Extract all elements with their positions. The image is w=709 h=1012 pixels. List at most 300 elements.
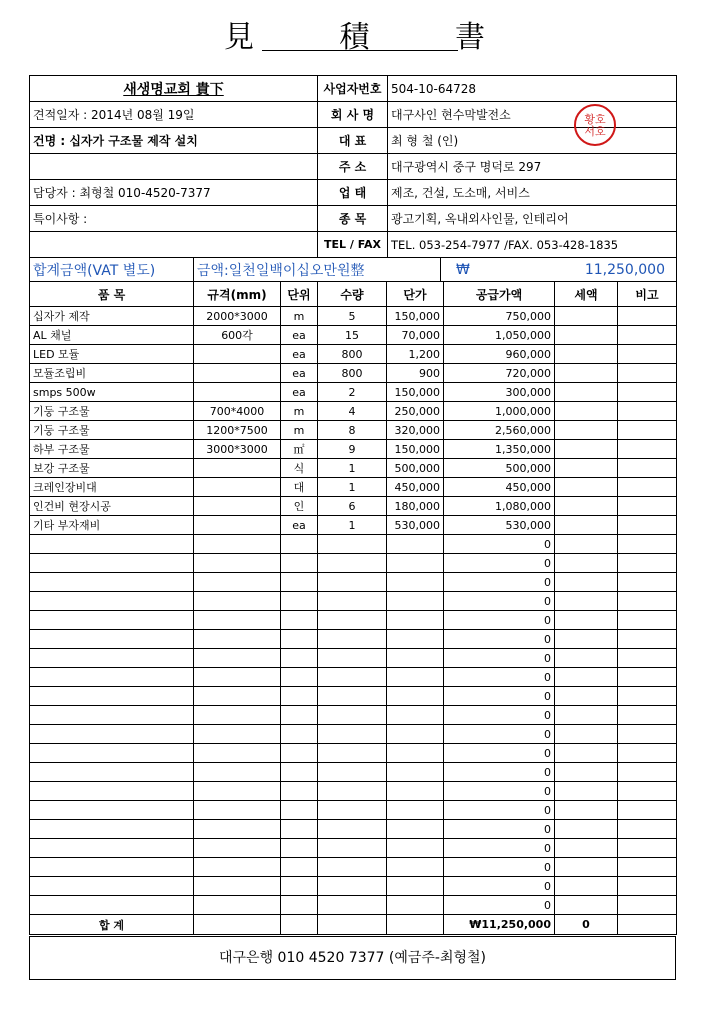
item-amount: 720,000 — [444, 364, 555, 383]
item-amount: 0 — [444, 554, 555, 573]
item-name: LED 모듈 — [30, 345, 194, 364]
item-price — [387, 706, 444, 725]
header-item: 품 목 — [30, 282, 194, 307]
item-price — [387, 592, 444, 611]
item-tax — [555, 668, 618, 687]
item-qty: 15 — [318, 326, 387, 345]
item-amount: 1,050,000 — [444, 326, 555, 345]
total-amount-cell — [441, 258, 677, 282]
item-amount: 0 — [444, 801, 555, 820]
item-name — [30, 573, 194, 592]
item-amount: 0 — [444, 535, 555, 554]
item-price: 150,000 — [387, 307, 444, 326]
reg-number-label: 사업자번호 — [318, 76, 388, 102]
item-qty: 6 — [318, 497, 387, 516]
item-unit — [281, 649, 318, 668]
business-item-label: 종 목 — [318, 206, 388, 232]
item-unit: ea — [281, 383, 318, 402]
item-note — [618, 421, 677, 440]
total-row — [30, 915, 677, 935]
cell — [281, 915, 318, 935]
item-unit — [281, 630, 318, 649]
table-row — [30, 782, 677, 801]
item-name: 기타 부자재비 — [30, 516, 194, 535]
item-qty: 4 — [318, 402, 387, 421]
item-price — [387, 877, 444, 896]
table-row — [30, 383, 677, 402]
item-unit — [281, 839, 318, 858]
item-tax — [555, 345, 618, 364]
item-amount: 1,080,000 — [444, 497, 555, 516]
item-price — [387, 668, 444, 687]
item-price: 150,000 — [387, 440, 444, 459]
item-unit — [281, 782, 318, 801]
item-tax — [555, 782, 618, 801]
korean-amount: 금액:일천일백이십오만원整 — [194, 258, 441, 282]
table-row — [30, 839, 677, 858]
item-spec — [194, 782, 281, 801]
item-tax — [555, 725, 618, 744]
item-amount: 450,000 — [444, 478, 555, 497]
business-item-value: 광고기획, 옥내외사인물, 인테리어 — [388, 206, 677, 232]
item-unit — [281, 877, 318, 896]
item-qty — [318, 782, 387, 801]
reg-number-value: 504-10-64728 — [388, 76, 677, 102]
item-note — [618, 858, 677, 877]
item-spec: 700*4000 — [194, 402, 281, 421]
item-amount: 300,000 — [444, 383, 555, 402]
item-qty: 1 — [318, 516, 387, 535]
item-note — [618, 345, 677, 364]
item-price — [387, 763, 444, 782]
item-tax — [555, 820, 618, 839]
item-amount: 0 — [444, 782, 555, 801]
item-name — [30, 725, 194, 744]
table-row — [30, 345, 677, 364]
business-type-label: 업 태 — [318, 180, 388, 206]
table-row — [30, 459, 677, 478]
table-row — [30, 858, 677, 877]
item-tax — [555, 839, 618, 858]
recipient: 새생명교회 貴下 — [30, 76, 318, 102]
item-qty — [318, 630, 387, 649]
title-underline — [262, 50, 458, 51]
item-unit — [281, 554, 318, 573]
item-amount: 0 — [444, 744, 555, 763]
item-spec — [194, 687, 281, 706]
item-spec: 1200*7500 — [194, 421, 281, 440]
table-row — [30, 611, 677, 630]
cell — [618, 915, 677, 935]
address-label: 주 소 — [318, 154, 388, 180]
table-row — [30, 877, 677, 896]
item-name — [30, 896, 194, 915]
item-amount: 0 — [444, 858, 555, 877]
item-tax — [555, 554, 618, 573]
table-row — [30, 535, 677, 554]
item-tax — [555, 801, 618, 820]
estimate-date: 견적일자 : 2014년 08월 19일 — [30, 102, 318, 128]
total-amount: 11,250,000 — [584, 261, 665, 278]
item-qty: 800 — [318, 364, 387, 383]
item-tax — [555, 383, 618, 402]
header-unit: 단위 — [281, 282, 318, 307]
item-price: 900 — [387, 364, 444, 383]
table-row — [30, 307, 677, 326]
item-spec — [194, 744, 281, 763]
item-unit — [281, 611, 318, 630]
item-spec — [194, 630, 281, 649]
item-tax — [555, 744, 618, 763]
item-amount: 0 — [444, 706, 555, 725]
item-spec — [194, 611, 281, 630]
table-row — [30, 516, 677, 535]
item-tax — [555, 326, 618, 345]
item-qty — [318, 573, 387, 592]
item-spec — [194, 516, 281, 535]
tel-fax-value: TEL. 053-254-7977 /FAX. 053-428-1835 — [388, 232, 677, 258]
manager: 담당자 : 최형철 010-4520-7377 — [30, 180, 318, 206]
currency-symbol: ₩ — [456, 261, 470, 278]
item-price: 1,200 — [387, 345, 444, 364]
item-spec — [194, 459, 281, 478]
table-row — [30, 630, 677, 649]
item-unit — [281, 896, 318, 915]
header-note: 비고 — [618, 282, 677, 307]
item-unit — [281, 801, 318, 820]
table-row — [30, 706, 677, 725]
item-tax — [555, 611, 618, 630]
item-name — [30, 649, 194, 668]
item-qty — [318, 801, 387, 820]
item-name — [30, 706, 194, 725]
item-qty — [318, 706, 387, 725]
item-note — [618, 820, 677, 839]
item-note — [618, 668, 677, 687]
item-note — [618, 440, 677, 459]
item-price — [387, 782, 444, 801]
item-price — [387, 744, 444, 763]
item-amount: 0 — [444, 877, 555, 896]
item-note — [618, 497, 677, 516]
item-spec — [194, 725, 281, 744]
item-tax — [555, 459, 618, 478]
table-row — [30, 592, 677, 611]
svg-text:서호: 서호 — [584, 125, 606, 138]
empty-cell — [30, 232, 318, 258]
item-spec — [194, 345, 281, 364]
item-name — [30, 820, 194, 839]
item-tax — [555, 516, 618, 535]
item-tax — [555, 497, 618, 516]
item-name — [30, 630, 194, 649]
item-spec: 600각 — [194, 326, 281, 345]
item-note — [618, 516, 677, 535]
item-name — [30, 763, 194, 782]
item-note — [618, 364, 677, 383]
total-label: 합계금액(VAT 별도) — [30, 258, 194, 282]
item-spec: 3000*3000 — [194, 440, 281, 459]
item-amount: 750,000 — [444, 307, 555, 326]
item-unit: ea — [281, 364, 318, 383]
item-name — [30, 858, 194, 877]
item-price: 450,000 — [387, 478, 444, 497]
item-price: 70,000 — [387, 326, 444, 345]
item-tax — [555, 307, 618, 326]
item-unit: ㎡ — [281, 440, 318, 459]
item-price — [387, 820, 444, 839]
item-spec — [194, 763, 281, 782]
item-note — [618, 554, 677, 573]
header-spec: 규격(mm) — [194, 282, 281, 307]
item-name — [30, 782, 194, 801]
item-unit — [281, 592, 318, 611]
table-row — [30, 421, 677, 440]
item-qty — [318, 611, 387, 630]
table-row — [30, 687, 677, 706]
item-amount: 0 — [444, 763, 555, 782]
table-row — [30, 497, 677, 516]
item-unit: ea — [281, 516, 318, 535]
item-spec — [194, 839, 281, 858]
item-note — [618, 687, 677, 706]
item-note — [618, 383, 677, 402]
item-qty — [318, 763, 387, 782]
item-tax — [555, 763, 618, 782]
item-unit — [281, 725, 318, 744]
item-amount: 0 — [444, 839, 555, 858]
table-row — [30, 554, 677, 573]
address-value: 대구광역시 중구 명덕로 297 — [388, 154, 677, 180]
item-spec — [194, 858, 281, 877]
item-name — [30, 554, 194, 573]
item-spec — [194, 896, 281, 915]
total-row-label: 합 계 — [30, 915, 194, 935]
item-price — [387, 858, 444, 877]
item-spec — [194, 801, 281, 820]
item-note — [618, 801, 677, 820]
item-note — [618, 782, 677, 801]
item-qty — [318, 896, 387, 915]
item-unit: ea — [281, 345, 318, 364]
table-row — [30, 649, 677, 668]
item-qty: 8 — [318, 421, 387, 440]
item-qty: 5 — [318, 307, 387, 326]
item-note — [618, 326, 677, 345]
item-tax — [555, 440, 618, 459]
item-spec — [194, 706, 281, 725]
item-qty — [318, 725, 387, 744]
item-qty — [318, 820, 387, 839]
item-amount: 0 — [444, 668, 555, 687]
item-name: 인건비 현장시공 — [30, 497, 194, 516]
item-note — [618, 877, 677, 896]
document-title: 見 積 書 — [223, 20, 524, 55]
tel-fax-label: TEL / FAX — [318, 232, 388, 258]
item-price: 530,000 — [387, 516, 444, 535]
item-unit: m — [281, 402, 318, 421]
item-price — [387, 573, 444, 592]
item-name: 기둥 구조물 — [30, 421, 194, 440]
item-price: 250,000 — [387, 402, 444, 421]
item-name: 기둥 구조물 — [30, 402, 194, 421]
item-note — [618, 402, 677, 421]
item-note — [618, 459, 677, 478]
table-row — [30, 402, 677, 421]
table-row — [30, 326, 677, 345]
item-name: smps 500w — [30, 383, 194, 402]
item-name: 하부 구조물 — [30, 440, 194, 459]
item-qty — [318, 592, 387, 611]
business-type-value: 제조, 건설, 도소매, 서비스 — [388, 180, 677, 206]
item-unit: 식 — [281, 459, 318, 478]
item-amount: 0 — [444, 649, 555, 668]
table-row — [30, 763, 677, 782]
item-amount: 530,000 — [444, 516, 555, 535]
table-row — [30, 744, 677, 763]
item-unit — [281, 535, 318, 554]
table-row — [30, 668, 677, 687]
company-name-value: 대구사인 현수막발전소 — [388, 102, 677, 128]
item-qty — [318, 858, 387, 877]
item-tax — [555, 592, 618, 611]
table-row — [30, 364, 677, 383]
item-name — [30, 877, 194, 896]
header-qty: 수량 — [318, 282, 387, 307]
item-tax — [555, 649, 618, 668]
item-note — [618, 744, 677, 763]
item-amount: 0 — [444, 687, 555, 706]
item-name — [30, 668, 194, 687]
item-unit — [281, 687, 318, 706]
item-amount: 0 — [444, 611, 555, 630]
table-row — [30, 801, 677, 820]
item-tax — [555, 535, 618, 554]
item-name — [30, 744, 194, 763]
item-price — [387, 535, 444, 554]
item-unit: 인 — [281, 497, 318, 516]
item-tax — [555, 896, 618, 915]
item-price — [387, 687, 444, 706]
cell — [194, 915, 281, 935]
summary-table — [29, 257, 677, 282]
item-tax — [555, 402, 618, 421]
item-name: 크레인장비대 — [30, 478, 194, 497]
item-qty — [318, 668, 387, 687]
item-qty: 1 — [318, 459, 387, 478]
item-tax — [555, 573, 618, 592]
item-spec — [194, 535, 281, 554]
item-tax — [555, 630, 618, 649]
item-note — [618, 592, 677, 611]
item-name — [30, 839, 194, 858]
item-name — [30, 592, 194, 611]
item-price — [387, 896, 444, 915]
item-qty — [318, 649, 387, 668]
item-note — [618, 896, 677, 915]
table-row — [30, 725, 677, 744]
item-name — [30, 535, 194, 554]
item-spec: 2000*3000 — [194, 307, 281, 326]
item-unit — [281, 763, 318, 782]
item-name — [30, 611, 194, 630]
item-amount: 0 — [444, 630, 555, 649]
item-unit: ea — [281, 326, 318, 345]
company-seal-icon — [573, 103, 617, 147]
item-price: 150,000 — [387, 383, 444, 402]
empty-cell — [30, 154, 318, 180]
company-name-label: 회 사 명 — [318, 102, 388, 128]
bank-account: 대구은행 010 4520 7377 (예금주-최형철) — [29, 936, 676, 980]
table-row — [30, 440, 677, 459]
item-unit — [281, 820, 318, 839]
item-spec — [194, 649, 281, 668]
item-name: 십자가 제작 — [30, 307, 194, 326]
item-amount: 0 — [444, 820, 555, 839]
item-note — [618, 630, 677, 649]
item-unit — [281, 858, 318, 877]
item-name: 모듈조립비 — [30, 364, 194, 383]
item-qty — [318, 687, 387, 706]
item-qty: 2 — [318, 383, 387, 402]
item-price: 180,000 — [387, 497, 444, 516]
item-qty: 800 — [318, 345, 387, 364]
item-note — [618, 839, 677, 858]
item-amount: 0 — [444, 725, 555, 744]
item-price: 500,000 — [387, 459, 444, 478]
total-row-tax: 0 — [555, 915, 618, 935]
item-spec — [194, 573, 281, 592]
item-price — [387, 725, 444, 744]
item-qty — [318, 744, 387, 763]
subject: 건명 : 십자가 구조물 제작 설치 — [30, 128, 318, 154]
item-qty — [318, 535, 387, 554]
cell — [387, 915, 444, 935]
item-tax — [555, 877, 618, 896]
ceo-label: 대 표 — [318, 128, 388, 154]
remarks: 특이사항 : — [30, 206, 318, 232]
item-unit — [281, 744, 318, 763]
item-unit — [281, 706, 318, 725]
item-note — [618, 535, 677, 554]
item-unit: m — [281, 421, 318, 440]
item-note — [618, 573, 677, 592]
item-tax — [555, 478, 618, 497]
item-tax — [555, 687, 618, 706]
item-name: AL 채널 — [30, 326, 194, 345]
header-amount: 공급가액 — [444, 282, 555, 307]
item-amount: 0 — [444, 573, 555, 592]
table-header — [30, 282, 677, 307]
item-spec — [194, 478, 281, 497]
item-note — [618, 706, 677, 725]
item-amount: 500,000 — [444, 459, 555, 478]
item-unit: m — [281, 307, 318, 326]
items-table — [29, 281, 677, 935]
item-note — [618, 725, 677, 744]
item-price — [387, 630, 444, 649]
item-price — [387, 554, 444, 573]
item-qty: 9 — [318, 440, 387, 459]
item-spec — [194, 383, 281, 402]
item-note — [618, 611, 677, 630]
item-note — [618, 763, 677, 782]
item-price — [387, 649, 444, 668]
item-price — [387, 839, 444, 858]
total-row-amount: ₩11,250,000 — [444, 915, 555, 935]
item-tax — [555, 421, 618, 440]
item-amount: 2,560,000 — [444, 421, 555, 440]
